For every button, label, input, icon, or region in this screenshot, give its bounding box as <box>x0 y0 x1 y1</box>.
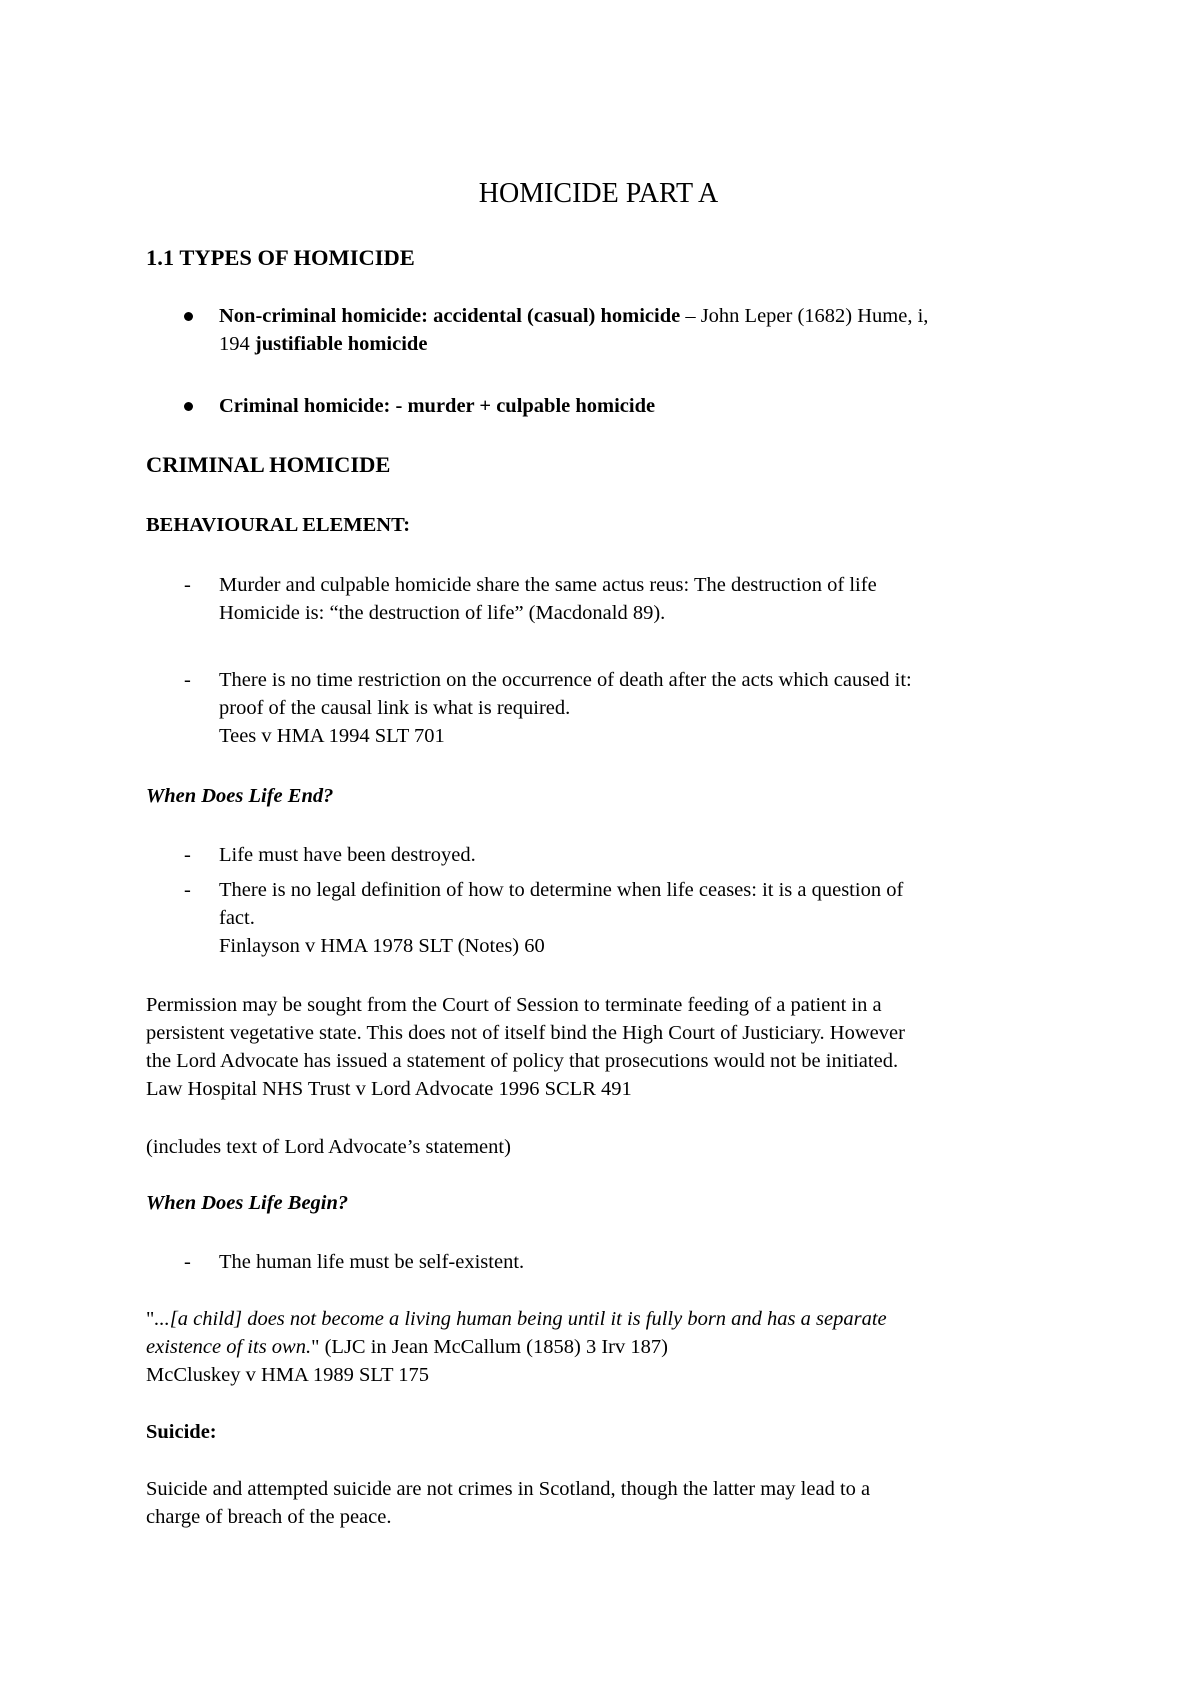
quote-italic2: existence of its own. <box>146 1336 312 1358</box>
actus-reus-line2: Homicide is: “the destruction of life” (Macdonald 89). <box>219 602 666 624</box>
hume-page: 194 <box>219 333 255 355</box>
dash-marker: - <box>184 844 191 866</box>
legal-definition-text <box>219 876 1064 960</box>
bullet-criminal-text <box>219 392 1064 420</box>
suicide-line1: Suicide and attempted suicide are not crimes in Scotland, though the latter may lead to a <box>146 1478 871 1500</box>
bullet-dot-icon <box>184 312 193 321</box>
bullet-non-criminal-text <box>219 302 1064 358</box>
life-begin-heading: When Does Life Begin? <box>146 1192 349 1214</box>
quote-close: " <box>311 1336 320 1358</box>
time-restriction-line1: There is no time restriction on the occurrence of death after the acts which caused it: <box>219 669 912 691</box>
self-existent-line: The human life must be self-existent. <box>219 1251 525 1273</box>
mccluskey-case: McCluskey v HMA 1989 SLT 175 <box>146 1364 430 1386</box>
life-end-heading: When Does Life End? <box>146 785 334 807</box>
actus-reus-text <box>219 571 1064 627</box>
suicide-line2: charge of breach of the peace. <box>146 1506 392 1528</box>
types-heading: 1.1 TYPES OF HOMICIDE <box>146 245 415 270</box>
criminal-homicide-heading: CRIMINAL HOMICIDE <box>146 452 391 477</box>
lord-advocate-note <box>146 1133 1076 1161</box>
legal-definition-line2: fact. <box>219 907 255 929</box>
page-title: HOMICIDE PART A <box>478 178 719 209</box>
actus-reus-line1: Murder and culpable homicide share the same actus reus: The destruction of life <box>219 574 877 596</box>
quote-line1 <box>146 1305 1076 1333</box>
bullet-non-criminal-line2 <box>219 330 1064 358</box>
legal-definition-line1: There is no legal definition of how to determine when life ceases: it is a question of <box>219 879 904 901</box>
self-existent-text <box>219 1248 1064 1276</box>
justifiable-label: justifiable homicide <box>254 333 428 355</box>
tees-case: Tees v HMA 1994 SLT 701 <box>219 725 445 747</box>
permission-paragraph <box>146 991 1076 1103</box>
bullet-criminal-line <box>219 392 1064 420</box>
non-criminal-label: Non-criminal homicide: accidental (casual) homicide <box>219 305 681 327</box>
leper-citation: – John Leper (1682) Hume, i, <box>680 305 929 327</box>
dash-marker: - <box>184 574 191 596</box>
mccallum-quote <box>146 1305 1076 1389</box>
suicide-paragraph <box>146 1475 1076 1531</box>
finlayson-case: Finlayson v HMA 1978 SLT (Notes) 60 <box>219 935 545 957</box>
quote-italic1: ...[a child] does not become a living human being until it is fully born and has a separate <box>154 1308 887 1330</box>
permission-line1: Permission may be sought from the Court of Session to terminate feeding of a patient in a <box>146 994 882 1016</box>
quote-line2 <box>146 1333 1076 1361</box>
time-restriction-text <box>219 666 1064 750</box>
suicide-heading: Suicide: <box>146 1421 217 1443</box>
quote-open: " <box>146 1308 155 1330</box>
criminal-label: Criminal homicide: - murder + culpable homicide <box>219 395 656 417</box>
life-destroyed-text <box>219 841 1064 869</box>
lord-advocate-note-line: (includes text of Lord Advocate’s statement) <box>146 1136 511 1158</box>
bullet-non-criminal-line1 <box>219 302 1064 330</box>
behavioural-element-heading: BEHAVIOURAL ELEMENT: <box>146 514 411 536</box>
life-destroyed-line: Life must have been destroyed. <box>219 844 476 866</box>
dash-marker: - <box>184 879 191 901</box>
law-hospital-case: Law Hospital NHS Trust v Lord Advocate 1996 SCLR 491 <box>146 1078 632 1100</box>
dash-marker: - <box>184 1251 191 1273</box>
time-restriction-line2: proof of the causal link is what is required. <box>219 697 571 719</box>
mccallum-citation: (LJC in Jean McCallum (1858) 3 Irv 187) <box>319 1336 668 1358</box>
bullet-dot-icon <box>184 402 193 411</box>
permission-line3: the Lord Advocate has issued a statement of policy that prosecutions would not be initiated. <box>146 1050 899 1072</box>
dash-marker: - <box>184 669 191 691</box>
permission-line2: persistent vegetative state. This does not of itself bind the High Court of Justiciary. However <box>146 1022 905 1044</box>
